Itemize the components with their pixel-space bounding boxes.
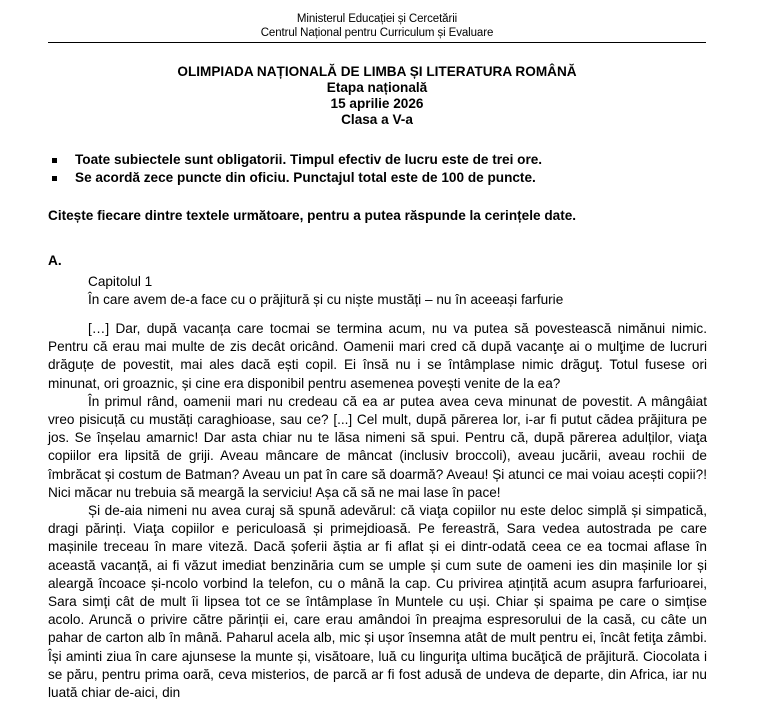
header-divider [48, 42, 706, 43]
exam-rules-list [48, 151, 708, 187]
paragraph: Și de-aia nimeni nu avea curaj să spună adevărul: că viaţa copiilor nu este deloc simplă și simpatică, dragi părinți. Viaţa copiilor e periculoasă și primejdioasă. Pe fereastră, Sara vedea autostrada pe care mașinile treceau în mare viteză. Dacă șoferii ăștia ar fi aflat și ei dintr-odată ceea ce ea tocmai aflase în această vacanță, ai fi văzut imediat benzinăria cum se umple și cum sute de oameni ies din mașinile lor și aleargă încoace și-ncolo vorbind la telefon, cu o mână la cap. Cu privirea ațințită acum asupra farfurioarei, Sara simți cât de mult îi lipsea tot ce se întâmplase în Muntele cu uși. Chiar și spaima pe care o simțise acolo. Aruncă o privire către părinții ei, care erau amândoi în preajma espresorului de la casă, cu câte un pahar de carton alb în mână. Paharul acela alb, mic și ușor însemna atât de mult pentru ei, încât fetiţa zâmbi. Își aminti ziua în care ajunsese la munte și, visătoare, luă cu linguriţa ultima bucăţică de prăjitură. Ciocolata i se păru, pentru prima oară, ceva misterios, de parcă ar fi fost adusă de undeva de departe, din Africa, iar nu luată chiar de-aici, din [48, 503, 707, 701]
square-bullet-icon [52, 176, 57, 181]
chapter-title: Capitolul 1 [88, 274, 153, 289]
olympiad-title: OLIMPIADA NAȚIONALĂ DE LIMBA ȘI LITERATURA ROMÂNĂ [177, 64, 577, 79]
document-header [48, 12, 706, 40]
rule-item [48, 169, 708, 187]
chapter-subtitle: În care avem de-a face cu o prăjitură și cu niște mustăți – nu în aceeași farfurie [88, 292, 564, 307]
reading-instruction: Citește fiecare dintre textele următoare, pentru a putea răspunde la cerințele date. [48, 208, 577, 223]
paragraph: […] Dar, după vacanța care tocmai se termina acum, nu va putea să povestească nimănui nimic. Pentru că erau mai multe de zis decât oricând. Oamenii mari cred că după vacanţe ai o mulţime de lucruri drăguțe de povestit, mai ales dacă ești copil. Ei însă nu i se întâmplase nimic drăguţ. Totul fusese ori minunat, ori groaznic, și cine era disponibil pentru asemenea povești venite de la ea? [48, 321, 707, 391]
ministry-name: Ministerul Educației și Cercetării [296, 13, 458, 25]
title-block [48, 64, 706, 128]
text-excerpt [48, 320, 707, 702]
rule-text: Se acordă zece puncte din oficiu. Punctajul total este de 100 de puncte. [75, 170, 536, 185]
square-bullet-icon [52, 158, 57, 163]
exam-date: 15 aprilie 2026 [330, 96, 424, 111]
stage-label: Etapa națională [326, 80, 428, 95]
chapter-heading [88, 273, 708, 309]
section-label: A. [48, 253, 62, 268]
center-name: Centrul Național pentru Curriculum și Evaluare [260, 27, 494, 39]
grade-label: Clasa a V-a [341, 112, 413, 127]
rule-item [48, 151, 708, 169]
paragraph: În primul rând, oamenii mari nu credeau că ea ar putea avea ceva minunat de povestit. A mângâiat vreo pisicuță cu mustăți caraghioase, sau ce? [...] Cel mult, după părerea lor, i-ar fi putut cădea prăjitura pe jos. Se înșelau amarnic! Dar asta chiar nu te lăsa nimeni să spui. Pentru că, după părerea adulților, viaţa copiilor era lipsită de griji. Aveau mâncare de mâncat (inclusiv broccoli), aveau jucării, aveau rochii de îmbrăcat și costum de Batman? Aveau un pat în care să doarmă? Aveau! Și atunci ce mai voiau acești copii?! Nici măcar nu trebuia să meargă la serviciu! Așa că să ne mai lase în pace! [48, 393, 707, 500]
rule-text: Toate subiectele sunt obligatorii. Timpul efectiv de lucru este de trei ore. [75, 152, 543, 167]
